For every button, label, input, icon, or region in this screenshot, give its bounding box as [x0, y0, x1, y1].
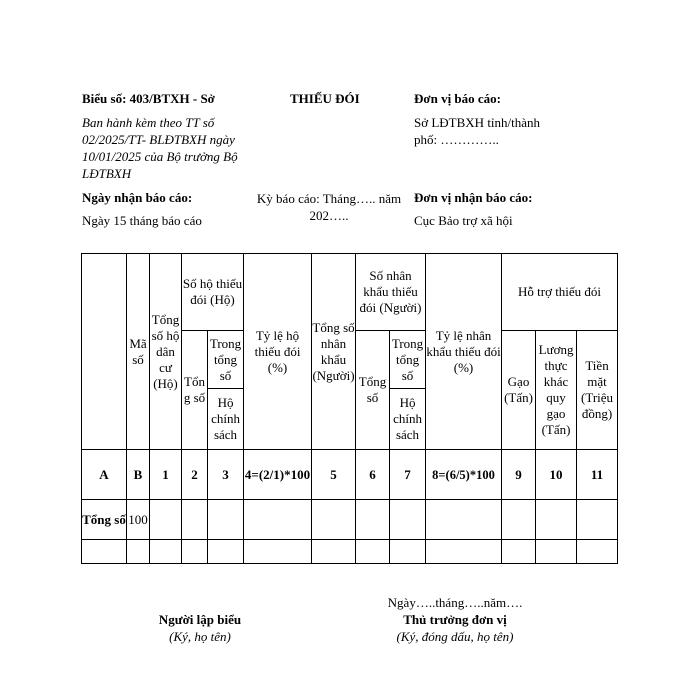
header-so-ho-thieu-doi: Số hộ thiếu đói (Hộ)	[182, 254, 244, 331]
header-gao: Gạo (Tấn)	[502, 331, 536, 450]
empty-cell	[577, 500, 618, 540]
page-title: THIẾU ĐÓI	[290, 91, 360, 106]
header-tong-so-nhan-khau: Tổng số nhân khẩu (Người)	[312, 254, 356, 450]
index-cell: 9	[502, 450, 536, 500]
header-ty-le-nhan-khau: Tỷ lệ nhân khẩu thiếu đói (%)	[426, 254, 502, 450]
header-tong-so-b: Tổng số	[356, 331, 390, 450]
receiving-unit-value: Cục Bảo trợ xã hội	[414, 213, 513, 228]
reporting-unit-label: Đơn vị báo cáo:	[414, 91, 502, 106]
reporting-unit-value: Sở LĐTBXH tỉnh/thành phố: …………..	[414, 115, 541, 147]
empty-cell	[127, 540, 150, 564]
blank-row	[82, 540, 618, 564]
empty-cell	[312, 500, 356, 540]
index-cell: A	[82, 450, 127, 500]
empty-cell	[502, 500, 536, 540]
header-tong-so-a: Tổng số	[182, 331, 208, 450]
empty-cell	[536, 500, 577, 540]
index-cell: 6	[356, 450, 390, 500]
index-cell: 1	[150, 450, 182, 500]
preparer-title: Người lập biểu	[158, 612, 242, 627]
total-row	[82, 500, 618, 540]
index-cell: 10	[536, 450, 577, 500]
header-trong-tong-so-b: Trong tổng số	[390, 331, 426, 389]
empty-cell	[150, 500, 182, 540]
empty-cell	[182, 500, 208, 540]
index-cell: 4=(2/1)*100	[244, 450, 312, 500]
index-row	[82, 450, 618, 500]
empty-cell	[244, 500, 312, 540]
header-ty-le-ho: Tỷ lệ hộ thiếu đói (%)	[244, 254, 312, 450]
preparer-note: (Ký, họ tên)	[169, 629, 231, 644]
empty-cell	[82, 540, 127, 564]
receive-date-label: Ngày nhận báo cáo:	[82, 190, 193, 205]
header-tien-mat: Tiền mặt (Triệu đồng)	[577, 331, 618, 450]
index-cell: 5	[312, 450, 356, 500]
empty-cell	[502, 540, 536, 564]
header-ma-so: Mã số	[127, 254, 150, 450]
header-blank-cell	[82, 254, 127, 450]
header-ho-tro: Hỗ trợ thiếu đói	[502, 254, 618, 331]
index-cell: 11	[577, 450, 618, 500]
empty-cell	[356, 540, 390, 564]
empty-cell	[244, 540, 312, 564]
empty-cell	[356, 500, 390, 540]
header-ho-chinh-sach-b: Hộ chính sách	[390, 389, 426, 450]
empty-cell	[312, 540, 356, 564]
index-cell: 2	[182, 450, 208, 500]
header-luong-thuc: Lương thực khác quy gạo (Tấn)	[536, 331, 577, 450]
empty-cell	[150, 540, 182, 564]
receive-date-value: Ngày 15 tháng báo cáo	[82, 213, 202, 228]
header-ho-chinh-sach-a: Hộ chính sách	[208, 389, 244, 450]
index-cell: 8=(6/5)*100	[426, 450, 502, 500]
empty-cell	[208, 540, 244, 564]
head-note: (Ký, đóng dấu, họ tên)	[396, 629, 514, 644]
total-code: 100	[127, 500, 150, 540]
empty-cell	[182, 540, 208, 564]
header-trong-tong-so-a: Trong tổng số	[208, 331, 244, 389]
index-cell: 7	[390, 450, 426, 500]
index-cell: B	[127, 450, 150, 500]
empty-cell	[426, 540, 502, 564]
sign-date-line: Ngày…..tháng…..năm….	[387, 595, 523, 610]
empty-cell	[208, 500, 244, 540]
empty-cell	[390, 500, 426, 540]
index-cell: 3	[208, 450, 244, 500]
empty-cell	[577, 540, 618, 564]
receiving-unit-label: Đơn vị nhận báo cáo:	[414, 190, 533, 205]
head-title: Thủ trưởng đơn vị	[403, 612, 507, 627]
form-number: Biểu số: 403/BTXH - Sở	[82, 91, 215, 106]
header-tong-so-ho: Tổng số hộ dân cư (Hộ)	[150, 254, 182, 450]
total-label: Tổng số	[82, 500, 127, 540]
issued-with-note: Ban hành kèm theo TT số 02/2025/TT- BLĐTBXH ngày 10/01/2025 của Bộ trưởng Bộ LĐTBXH	[82, 115, 238, 181]
empty-cell	[390, 540, 426, 564]
report-period: Kỳ báo cáo: Tháng….. năm 202…..	[256, 191, 402, 223]
header-so-nhan-khau: Số nhân khẩu thiếu đói (Người)	[356, 254, 426, 331]
empty-cell	[536, 540, 577, 564]
empty-cell	[426, 500, 502, 540]
report-table	[81, 253, 618, 564]
